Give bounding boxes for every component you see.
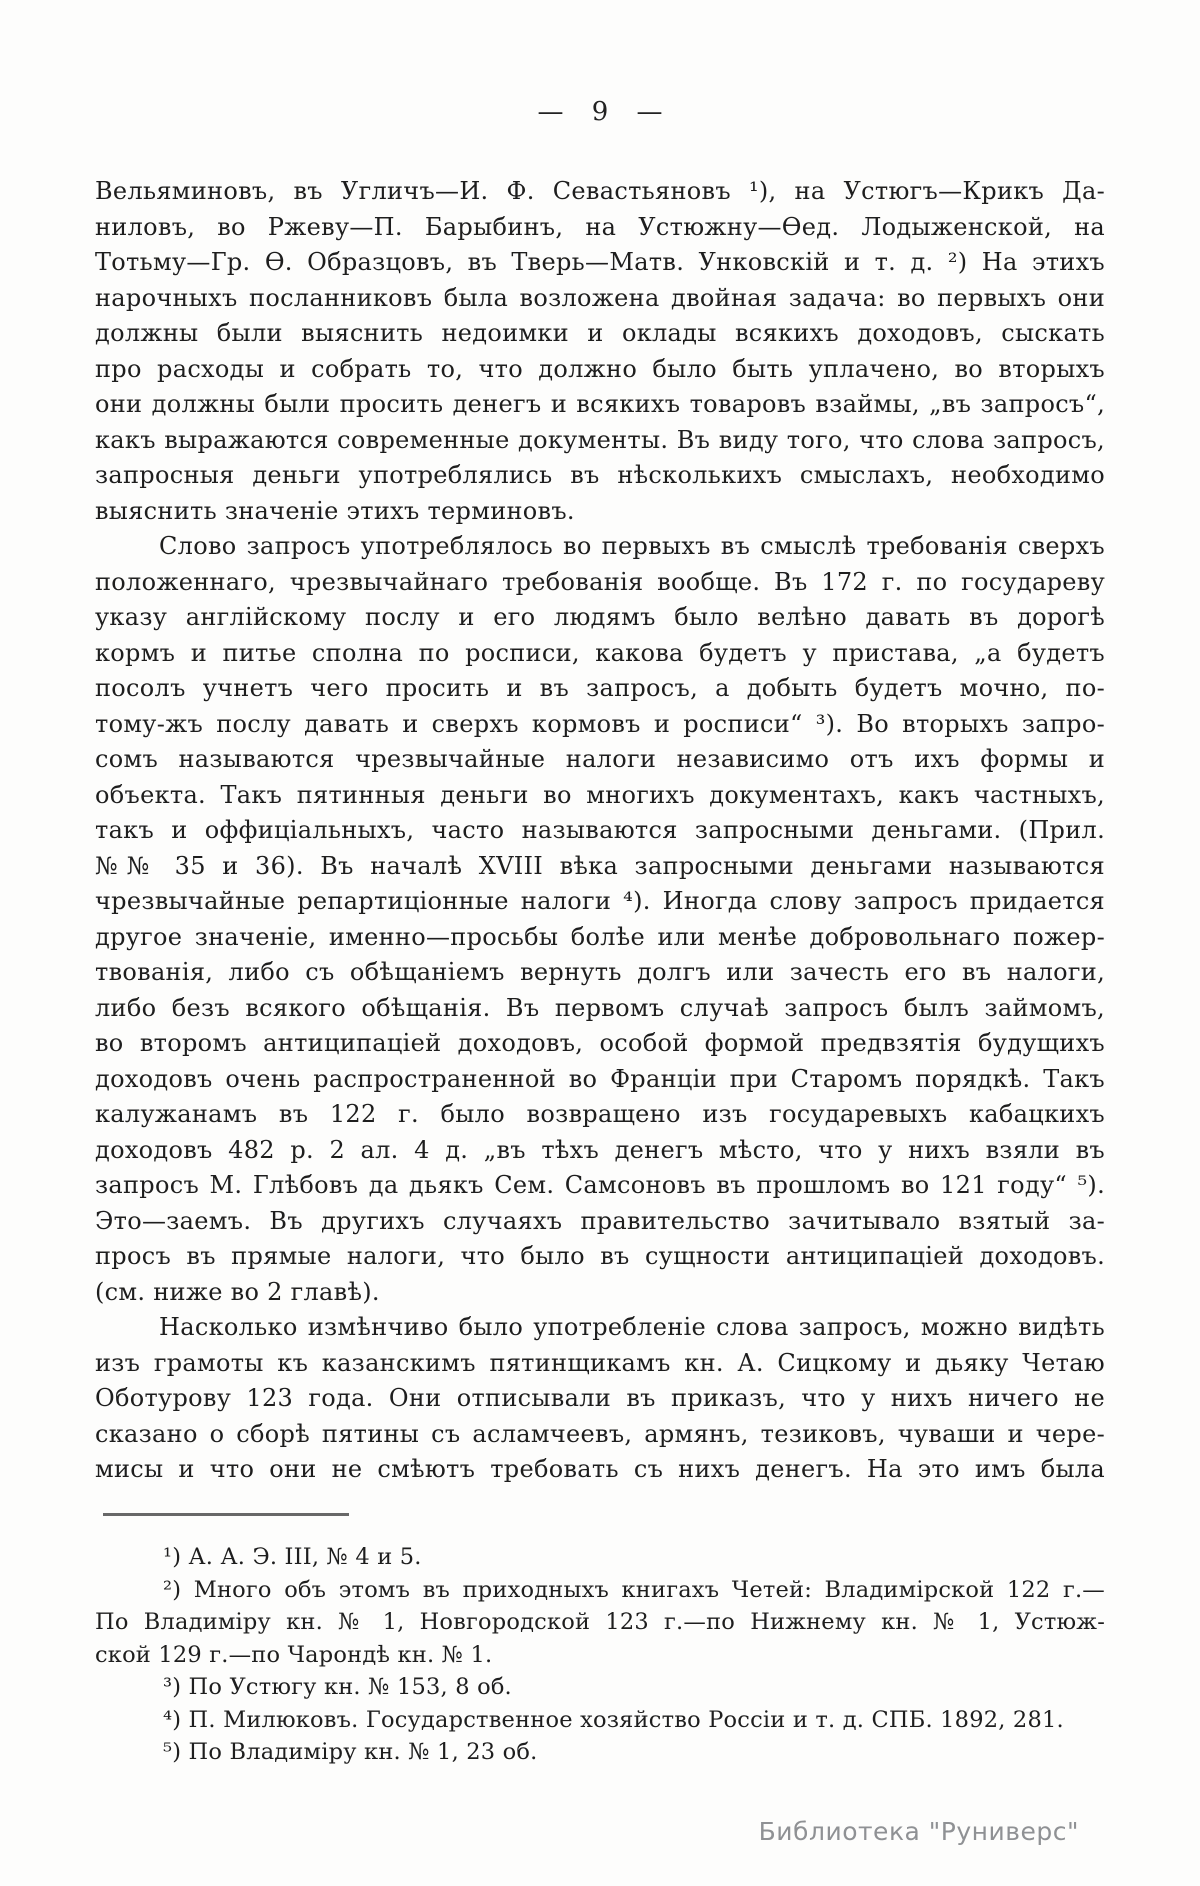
text-line: чрезвычайные репартиціонные налоги ⁴). Иногда слову запросъ придается <box>95 887 1105 915</box>
page-number: — 9 — <box>537 97 663 127</box>
text-line: нарочныхъ посланниковъ была возложена двойная задача: во первыхъ они <box>95 283 1105 312</box>
footnote-separator-rule <box>103 1513 349 1516</box>
text-line: Это—заемъ. Въ другихъ случаяхъ правительство зачитывало взятый за- <box>95 1206 1105 1235</box>
text-line: такъ и оффиціальныхъ, часто называются запросными деньгами. (Прил. <box>95 816 1105 844</box>
text-line: кормъ и питье сполна по росписи, какова будетъ у пристава, „а будетъ <box>95 638 1105 667</box>
text-line: Слово запросъ употреблялось во первыхъ въ смыслѣ требованія сверхъ <box>159 532 1105 560</box>
text-line: другое значеніе, именно—просьбы болѣе или менѣе добровольнаго пожер- <box>95 922 1105 951</box>
text-line: тому-жъ послу давать и сверхъ кормовъ и росписи“ ³). Во вторыхъ запро- <box>95 709 1105 738</box>
text-line: калужанамъ въ 122 г. было возвращено изъ государевыхъ кабацкихъ <box>95 1100 1105 1128</box>
text-line: запросныя деньги употреблялись въ нѣсколькихъ смыслахъ, необходимо <box>95 461 1105 489</box>
text-line: доходовъ 482 р. 2 ал. 4 д. „въ тѣхъ денегъ мѣсто, что у нихъ взяли въ <box>95 1135 1105 1164</box>
text-line: ниловъ, во Ржеву—П. Барыбинъ, на Устюжну—Ѳед. Лодыженской, на <box>95 212 1105 241</box>
text-line: объекта. Такъ пятинныя деньги во многихъ документахъ, какъ частныхъ, <box>95 780 1105 809</box>
footnote-line: ¹) А. А. Э. III, № 4 и 5. <box>163 1544 422 1570</box>
text-line: сказано о сборѣ пятины съ асламчеевъ, армянъ, тезиковъ, чуваши и чере- <box>95 1419 1105 1448</box>
footnote-line: ской 129 г.—по Чарондѣ кн. № 1. <box>95 1641 493 1668</box>
text-line: запросъ М. Глѣбовъ да дьякъ Сем. Самсоновъ въ прошломъ во 121 году“ ⁵). <box>95 1171 1105 1199</box>
footnotes-block <box>95 1541 1105 1769</box>
footnote-line: ²) Много объ этомъ въ приходныхъ книгахъ Четей: Владимірской 122 г.— <box>163 1576 1105 1603</box>
text-line: указу англійскому послу и его людямъ было велѣно давать въ дорогѣ <box>95 603 1105 631</box>
text-line: доходовъ очень распространенной во Франціи при Старомъ порядкѣ. Такъ <box>95 1064 1105 1093</box>
text-line: посолъ учнетъ чего просить и въ запросъ, а добыть будетъ мочно, по- <box>95 674 1105 702</box>
text-line: должны были выяснить недоимки и оклады всякихъ доходовъ, сыскать <box>95 319 1105 347</box>
text-line: Вельяминовъ, въ Угличъ—И. Ф. Севастьяновъ ¹), на Устюгъ—Крикъ Да- <box>95 177 1105 205</box>
text-line: Тотьму—Гр. Ѳ. Образцовъ, въ Тверь—Матв. Унковскій и т. д. ²) На этихъ <box>95 248 1105 276</box>
footnote-line: ³) По Устюгу кн. № 153, 8 об. <box>163 1674 512 1700</box>
text-line: они должны были просить денегъ и всякихъ товаровъ взаймы, „въ запросъ“, <box>95 390 1105 418</box>
text-line: либо безъ всякого обѣщанія. Въ первомъ случаѣ запросъ былъ займомъ, <box>95 993 1105 1022</box>
footnote-line: ⁴) П. Милюковъ. Государственное хозяйство Россіи и т. д. СПБ. 1892, 281. <box>163 1706 1064 1733</box>
text-line: какъ выражаются современные документы. Въ виду того, что слова запросъ, <box>95 425 1105 454</box>
text-line: (см. ниже во 2 главѣ). <box>95 1277 380 1306</box>
text-line: положеннаго, чрезвычайнаго требованія вообще. Въ 172 г. по государеву <box>95 567 1105 596</box>
text-line: про расходы и собрать то, что должно было быть уплачено, во вторыхъ <box>95 354 1105 383</box>
text-line: просъ въ прямые налоги, что было въ сущности антиципаціей доходовъ. <box>95 1242 1105 1270</box>
footnote-line: ⁵) По Владиміру кн. № 1, 23 об. <box>163 1739 538 1765</box>
text-line: Насколько измѣнчиво было употребленіе слова запросъ, можно видѣть <box>159 1313 1105 1341</box>
text-line: во второмъ антиципаціей доходовъ, особой формой предвзятія будущихъ <box>95 1029 1105 1057</box>
text-line: №№ 35 и 36). Въ началѣ XVIII вѣка запросными деньгами называются <box>95 851 1105 880</box>
body-text <box>95 174 1105 1488</box>
text-line: изъ грамоты къ казанскимъ пятинщикамъ кн. А. Сицкому и дьяку Четаю <box>95 1348 1105 1377</box>
footnote-line: По Владиміру кн. № 1, Новгородской 123 г.—по Нижнему кн. № 1, Устюж- <box>95 1609 1105 1635</box>
library-watermark: Библиотека "Руниверс" <box>758 1817 1079 1846</box>
text-line: твованія, либо съ обѣщаніемъ вернуть долгъ или зачесть его въ налоги, <box>95 958 1105 986</box>
text-line: мисы и что они не смѣютъ требовать съ нихъ денегъ. На это имъ была <box>95 1455 1105 1483</box>
text-line: сомъ называются чрезвычайные налоги независимо отъ ихъ формы и <box>95 745 1105 773</box>
text-line: Оботурову 123 года. Они отписывали въ приказъ, что у нихъ ничего не <box>95 1384 1105 1412</box>
text-line: выяснить значеніе этихъ терминовъ. <box>95 496 575 525</box>
